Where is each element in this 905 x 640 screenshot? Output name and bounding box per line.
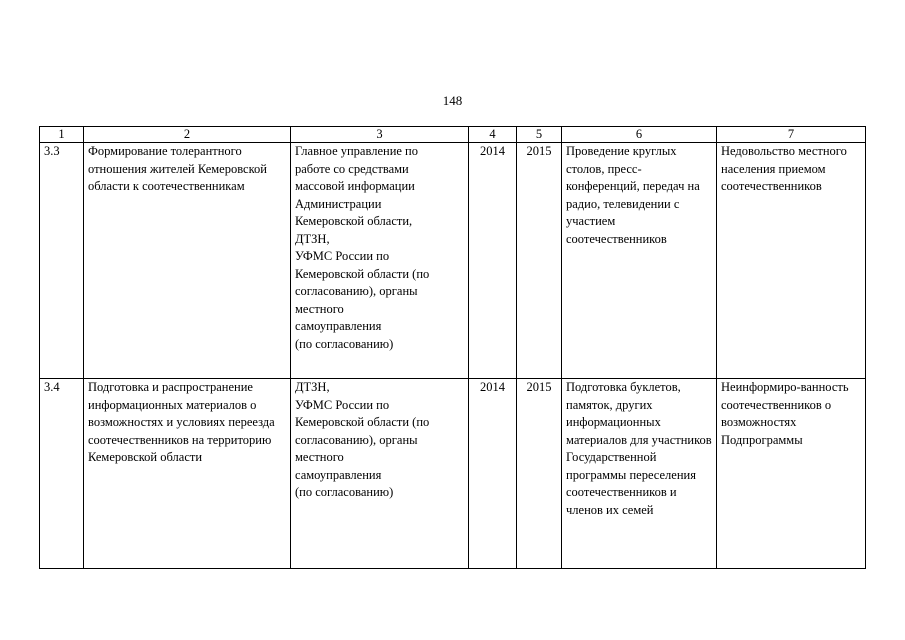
risk-cell: Недовольство местного населения приемом соотечественников bbox=[717, 143, 866, 379]
year-end: 2015 bbox=[517, 379, 562, 569]
page-number: 148 bbox=[442, 93, 463, 108]
header-cell: 1 bbox=[40, 127, 84, 143]
result-cell: Проведение круглых столов, пресс-конференций, передач на радио, телевидении с участием соотечественников bbox=[562, 143, 717, 379]
executor-line: самоуправления bbox=[295, 467, 382, 482]
header-cell: 2 bbox=[84, 127, 291, 143]
measures-table bbox=[39, 126, 866, 569]
executor-line: самоуправления bbox=[295, 319, 382, 333]
executor-line: (по согласованию) bbox=[295, 336, 394, 351]
header-cell: 5 bbox=[517, 127, 562, 143]
year-end: 2015 bbox=[517, 143, 562, 379]
header-cell: 6 bbox=[562, 127, 717, 143]
table-row bbox=[40, 379, 866, 569]
executor-cell bbox=[291, 143, 469, 379]
year-start: 2014 bbox=[469, 379, 517, 569]
executor-line: УФМС России по bbox=[295, 249, 390, 263]
result-cell: Подготовка буклетов, памяток, других информационных материалов для участников Государственной программы переселения соотечественников и членов их семей bbox=[562, 379, 717, 569]
measure-cell: Подготовка и распространение информационных материалов о возможностях и условиях переезда соотечественников на территорию Кемеровской области bbox=[84, 379, 291, 569]
table-header-row bbox=[40, 127, 866, 143]
executor-line: согласованию), органы bbox=[295, 432, 418, 447]
measure-cell: Формирование толерантного отношения жителей Кемеровской области к соотечественникам bbox=[84, 143, 291, 379]
year-start: 2014 bbox=[469, 143, 517, 379]
executor-line: работе со средствами bbox=[295, 161, 409, 176]
executor-line: местного bbox=[295, 301, 344, 316]
executor-line: согласованию), органы bbox=[295, 284, 418, 298]
executor-line: Кемеровской области (по bbox=[295, 266, 430, 281]
executor-line: Кемеровской области (по bbox=[295, 415, 430, 429]
risk-cell: Неинформиро-ванность соотечественников о возможностях Подпрограммы bbox=[717, 379, 866, 569]
header-cell: 4 bbox=[469, 127, 517, 143]
executor-line: местного bbox=[295, 450, 344, 464]
table-row bbox=[40, 143, 866, 379]
executor-line: Администрации bbox=[295, 196, 382, 211]
executor-line: массовой информации bbox=[295, 179, 415, 193]
executor-line: ДТЗН, bbox=[295, 231, 330, 246]
executor-line: ДТЗН, bbox=[295, 380, 330, 394]
executor-line: УФМС России по bbox=[295, 397, 390, 412]
row-number: 3.4 bbox=[40, 379, 84, 569]
executor-line: Главное управление по bbox=[295, 144, 418, 158]
header-cell: 7 bbox=[717, 127, 866, 143]
executor-line: (по согласованию) bbox=[295, 485, 394, 499]
executor-line: Кемеровской области, bbox=[295, 214, 413, 228]
header-cell: 3 bbox=[291, 127, 469, 143]
row-number: 3.3 bbox=[40, 143, 84, 379]
executor-cell bbox=[291, 379, 469, 569]
